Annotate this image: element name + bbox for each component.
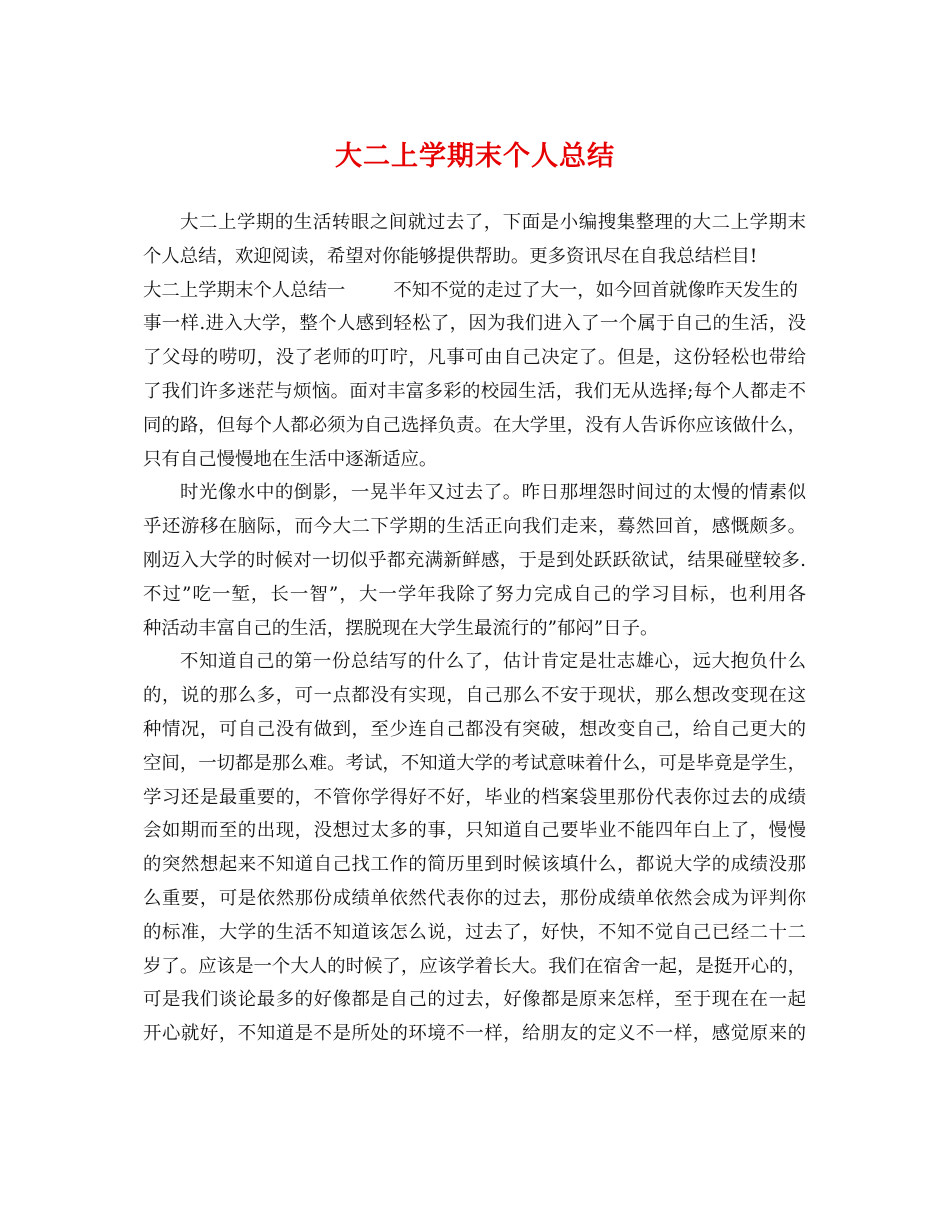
text-line: 个人总结，欢迎阅读，希望对你能够提供帮助。更多资讯尽在自我总结栏目! bbox=[143, 245, 758, 267]
document-title: 大二上学期末个人总结 bbox=[335, 141, 615, 172]
text-line: 种活动丰富自己的生活，摆脱现在大学生最流行的”郁闷”日子。 bbox=[143, 617, 659, 639]
text-line: 空间，一切都是那么难。考试，不知道大学的考试意味着什么，可是毕竟是学生， bbox=[143, 752, 806, 774]
text-line: 开心就好，不知道是不是所处的环境不一样，给朋友的定义不一样，感觉原来的 bbox=[143, 1023, 806, 1045]
text-line: 大二上学期的生活转眼之间就过去了，下面是小编搜集整理的大二上学期末 bbox=[180, 212, 806, 233]
text-line: 时光像水中的倒影，一晃半年又过去了。昨日那埋怨时间过的太慢的情素似 bbox=[180, 482, 806, 504]
text-line: 同的路，但每个人都必须为自己选择负责。在大学里，没有人告诉你应该做什么， bbox=[143, 414, 806, 436]
text-line-fragment: 不知不觉的走过了大一，如今回首就像昨天发生的 bbox=[393, 279, 798, 301]
section-heading: 大二上学期末个人总结一 bbox=[143, 279, 346, 301]
text-line: 乎还游移在脑际，而今大二下学期的生活正向我们走来，蓦然回首，感慨颇多。 bbox=[143, 516, 806, 538]
text-line: 不知道自己的第一份总结写的什么了，估计肯定是壮志雄心，远大抱负什么 bbox=[180, 651, 806, 673]
text-line: 学习还是最重要的，不管你学得好不好，毕业的档案袋里那份代表你过去的成绩 bbox=[143, 786, 806, 808]
text-line: 会如期而至的出现，没想过太多的事，只知道自己要毕业不能四年白上了，慢慢 bbox=[143, 820, 806, 842]
text-line: 的标准，大学的生活不知道该怎么说，过去了，好快，不知不觉自己已经二十二 bbox=[143, 921, 806, 943]
text-line: 么重要，可是依然那份成绩单依然代表你的过去，那份成绩单依然会成为评判你 bbox=[143, 887, 806, 909]
text-line: 事一样.进入大学，整个人感到轻松了，因为我们进入了一个属于自己的生活，没 bbox=[143, 313, 806, 335]
text-line: 的突然想起来不知道自己找工作的简历里到时候该填什么，都说大学的成绩没那 bbox=[143, 854, 806, 876]
text-line: 了我们许多迷茫与烦恼。面对丰富多彩的校园生活，我们无从选择;每个人都走不 bbox=[143, 380, 806, 402]
text-line: 可是我们谈论最多的好像都是自己的过去，好像都是原来怎样，至于现在在一起 bbox=[143, 989, 806, 1011]
text-line: 刚迈入大学的时候对一切似乎都充满新鲜感，于是到处跃跃欲试，结果碰壁较多. bbox=[143, 549, 806, 571]
text-line: 的，说的那么多，可一点都没有实现，自己那么不安于现状，那么想改变现在这 bbox=[143, 685, 806, 707]
text-line: 不过”吃一堑，长一智”，大一学年我除了努力完成自己的学习目标，也利用各 bbox=[143, 583, 806, 605]
text-line: 了父母的唠叨，没了老师的叮咛，凡事可由自己决定了。但是，这份轻松也带给 bbox=[143, 347, 806, 369]
text-line: 只有自己慢慢地在生活中逐渐适应。 bbox=[143, 448, 438, 470]
text-line: 岁了。应该是一个大人的时候了，应该学着长大。我们在宿舍一起，是挺开心的， bbox=[143, 955, 806, 977]
text-line: 种情况，可自己没有做到，至少连自己都没有突破，想改变自己，给自己更大的 bbox=[143, 718, 806, 740]
section-heading-line bbox=[143, 274, 806, 308]
document-body bbox=[143, 206, 806, 1051]
